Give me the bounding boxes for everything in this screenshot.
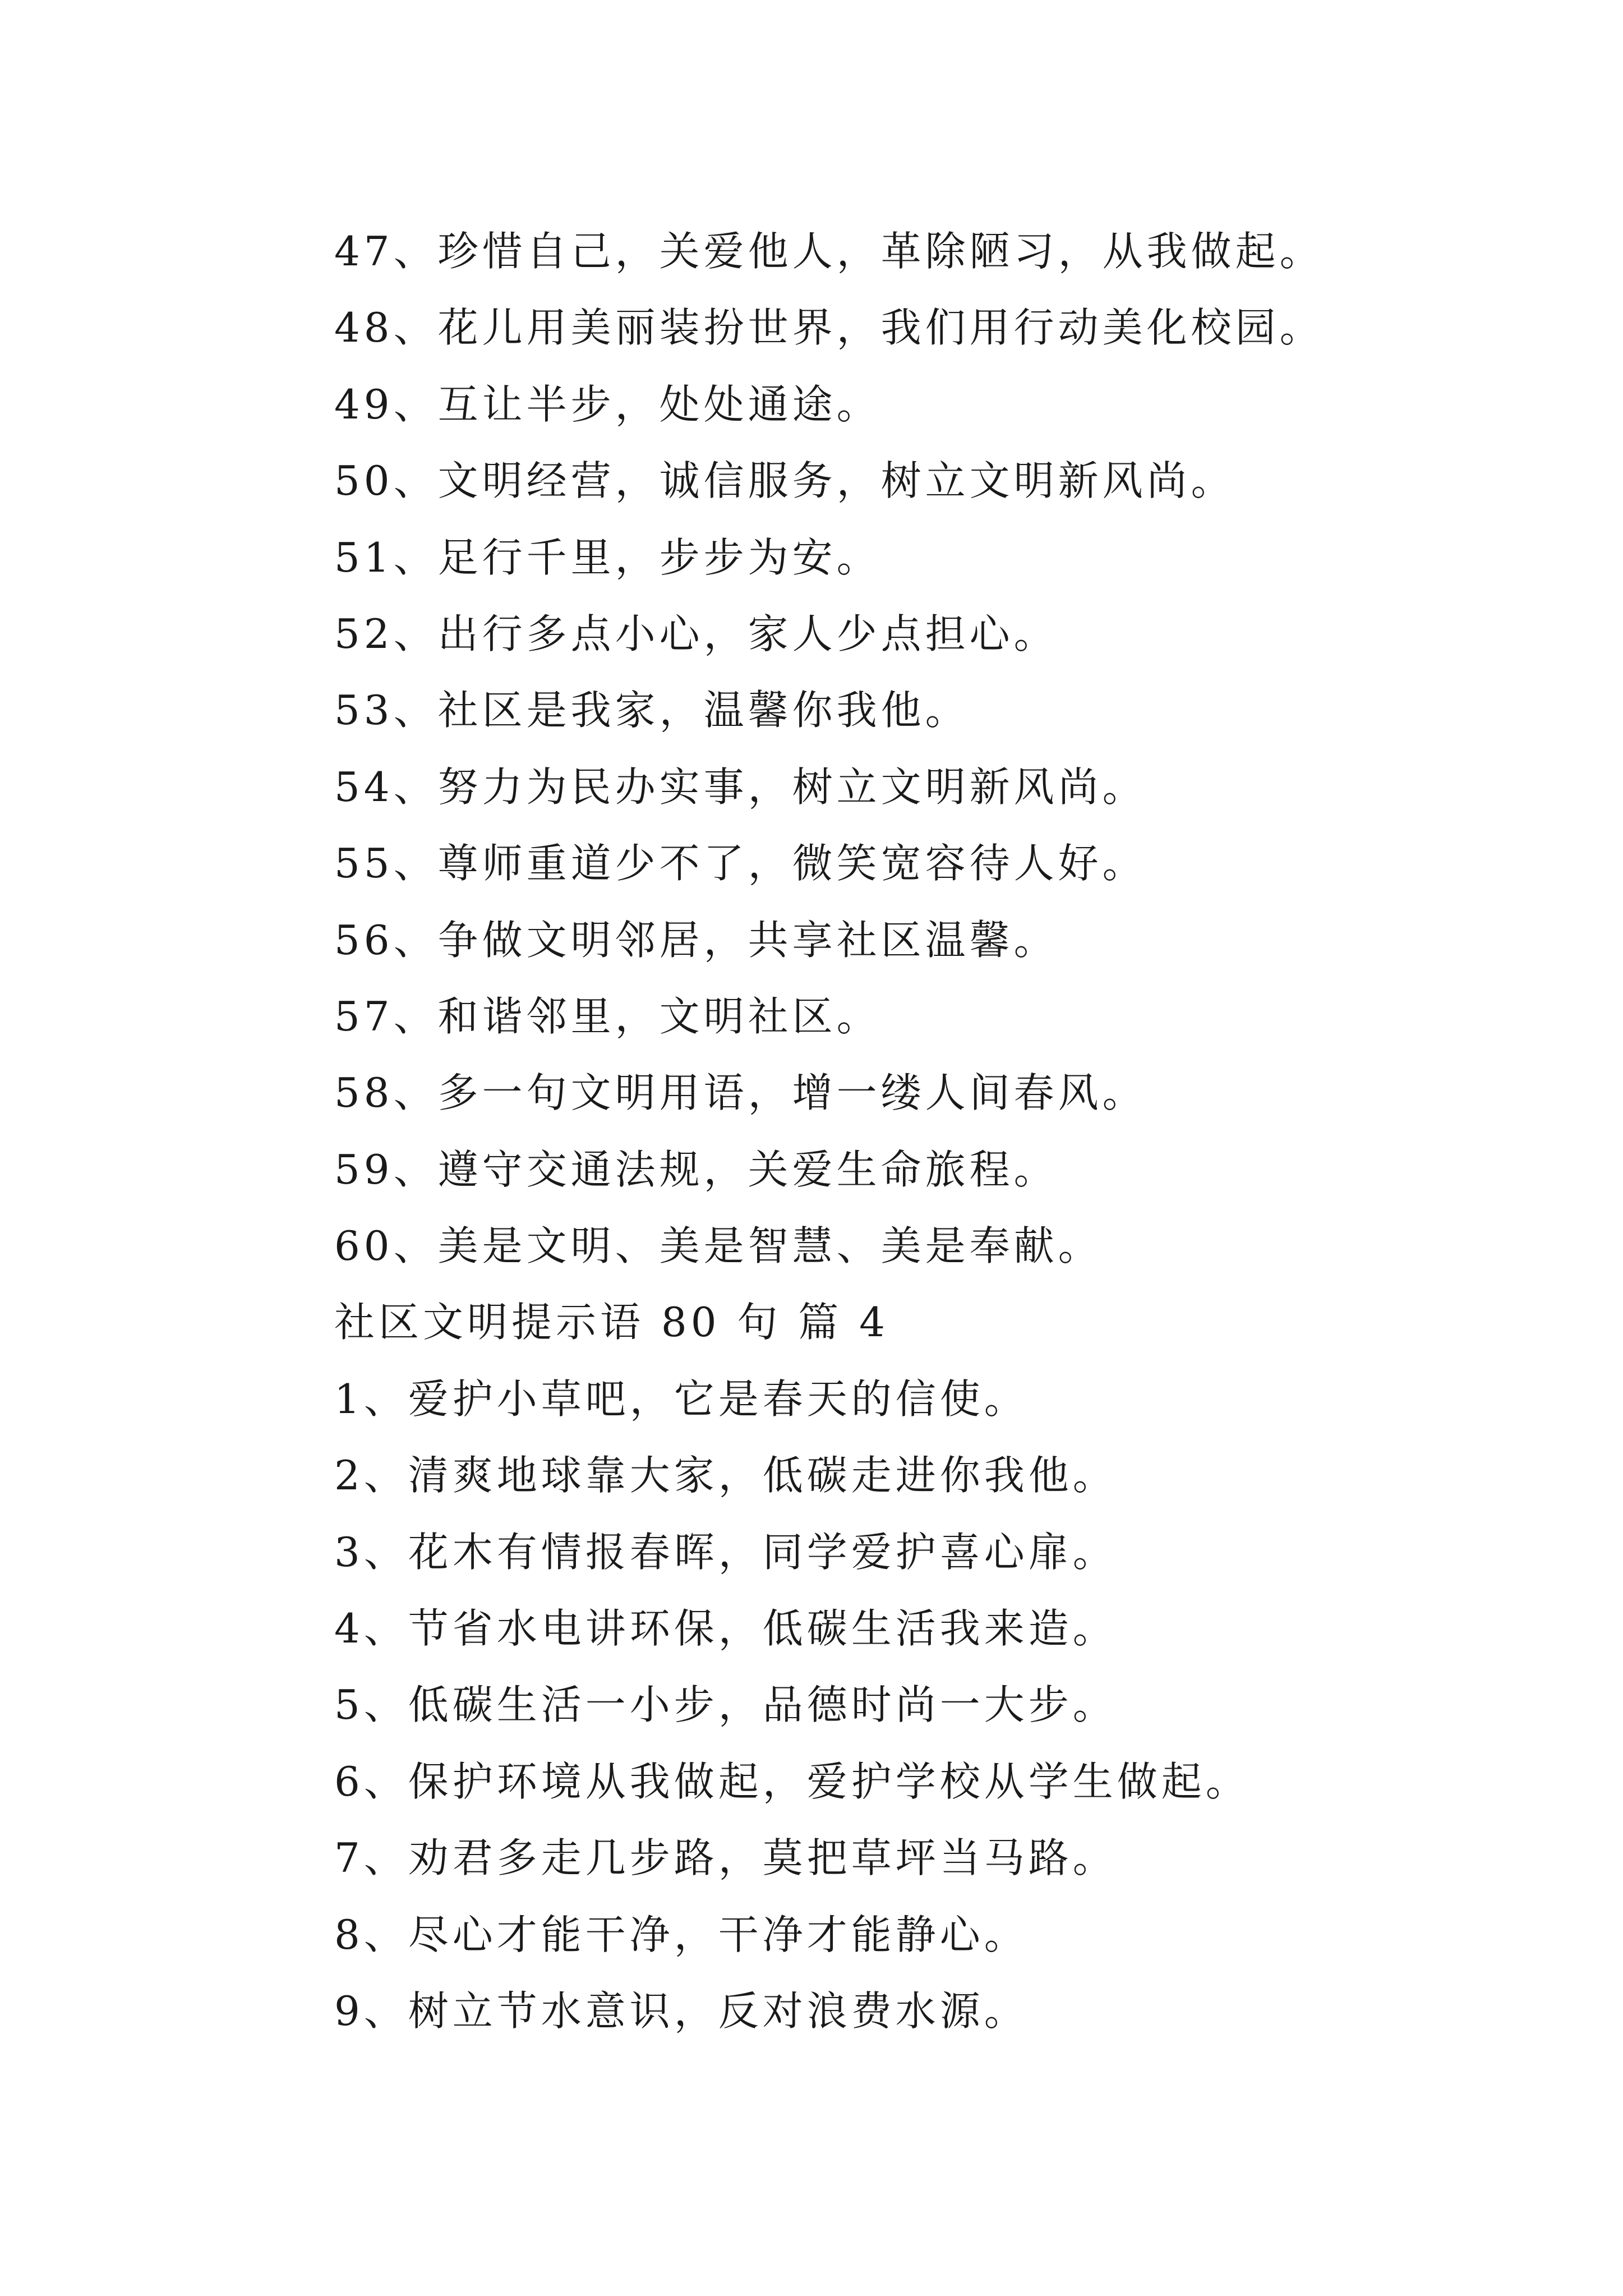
slogan-line: 3、花木有情报春晖，同学爱护喜心扉。: [334, 1528, 1117, 1576]
slogan-line: 47、珍惜自己，关爱他人，革除陋习，从我做起。: [334, 228, 1324, 275]
slogan-line: 50、文明经营，诚信服务，树立文明新风尚。: [334, 457, 1235, 505]
slogan-line: 59、遵守交通法规，关爱生命旅程。: [334, 1145, 1058, 1193]
slogan-line: 2、清爽地球靠大家，低碳走进你我他。: [334, 1452, 1117, 1499]
slogan-line: 52、出行多点小心，家人少点担心。: [334, 610, 1058, 657]
slogan-line: 9、树立节水意识，反对浪费水源。: [334, 1987, 1029, 2035]
slogan-line: 55、尊师重道少不了，微笑宽容待人好。: [334, 840, 1147, 887]
slogan-line: 6、保护环境从我做起，爱护学校从学生做起。: [334, 1757, 1250, 1805]
slogan-line: 56、争做文明邻居，共享社区温馨。: [334, 916, 1058, 964]
slogan-line: 1、爱护小草吧，它是春天的信使。: [334, 1375, 1029, 1423]
slogan-line: 51、足行千里，步步为安。: [334, 533, 881, 581]
slogan-line: 60、美是文明、美是智慧、美是奉献。: [334, 1222, 1103, 1270]
slogan-line: 4、节省水电讲环保，低碳生活我来造。: [334, 1605, 1117, 1653]
slogan-line: 48、花儿用美丽装扮世界，我们用行动美化校园。: [334, 304, 1324, 352]
section-heading: 社区文明提示语 80 句 篇 4: [334, 1299, 889, 1346]
slogan-line: 5、低碳生活一小步，品德时尚一大步。: [334, 1681, 1117, 1729]
slogan-line: 49、互让半步，处处通途。: [334, 380, 881, 428]
slogan-line: 54、努力为民办实事，树立文明新风尚。: [334, 763, 1147, 811]
slogan-line: 57、和谐邻里，文明社区。: [334, 992, 881, 1040]
slogan-line: 8、尽心才能干净，干净才能静心。: [334, 1911, 1029, 1958]
slogan-line: 53、社区是我家，温馨你我他。: [334, 687, 970, 734]
slogan-line: 7、劝君多走几步路，莫把草坪当马路。: [334, 1834, 1117, 1882]
slogan-line: 58、多一句文明用语，增一缕人间春风。: [334, 1069, 1147, 1117]
document-body: [334, 213, 1456, 2049]
